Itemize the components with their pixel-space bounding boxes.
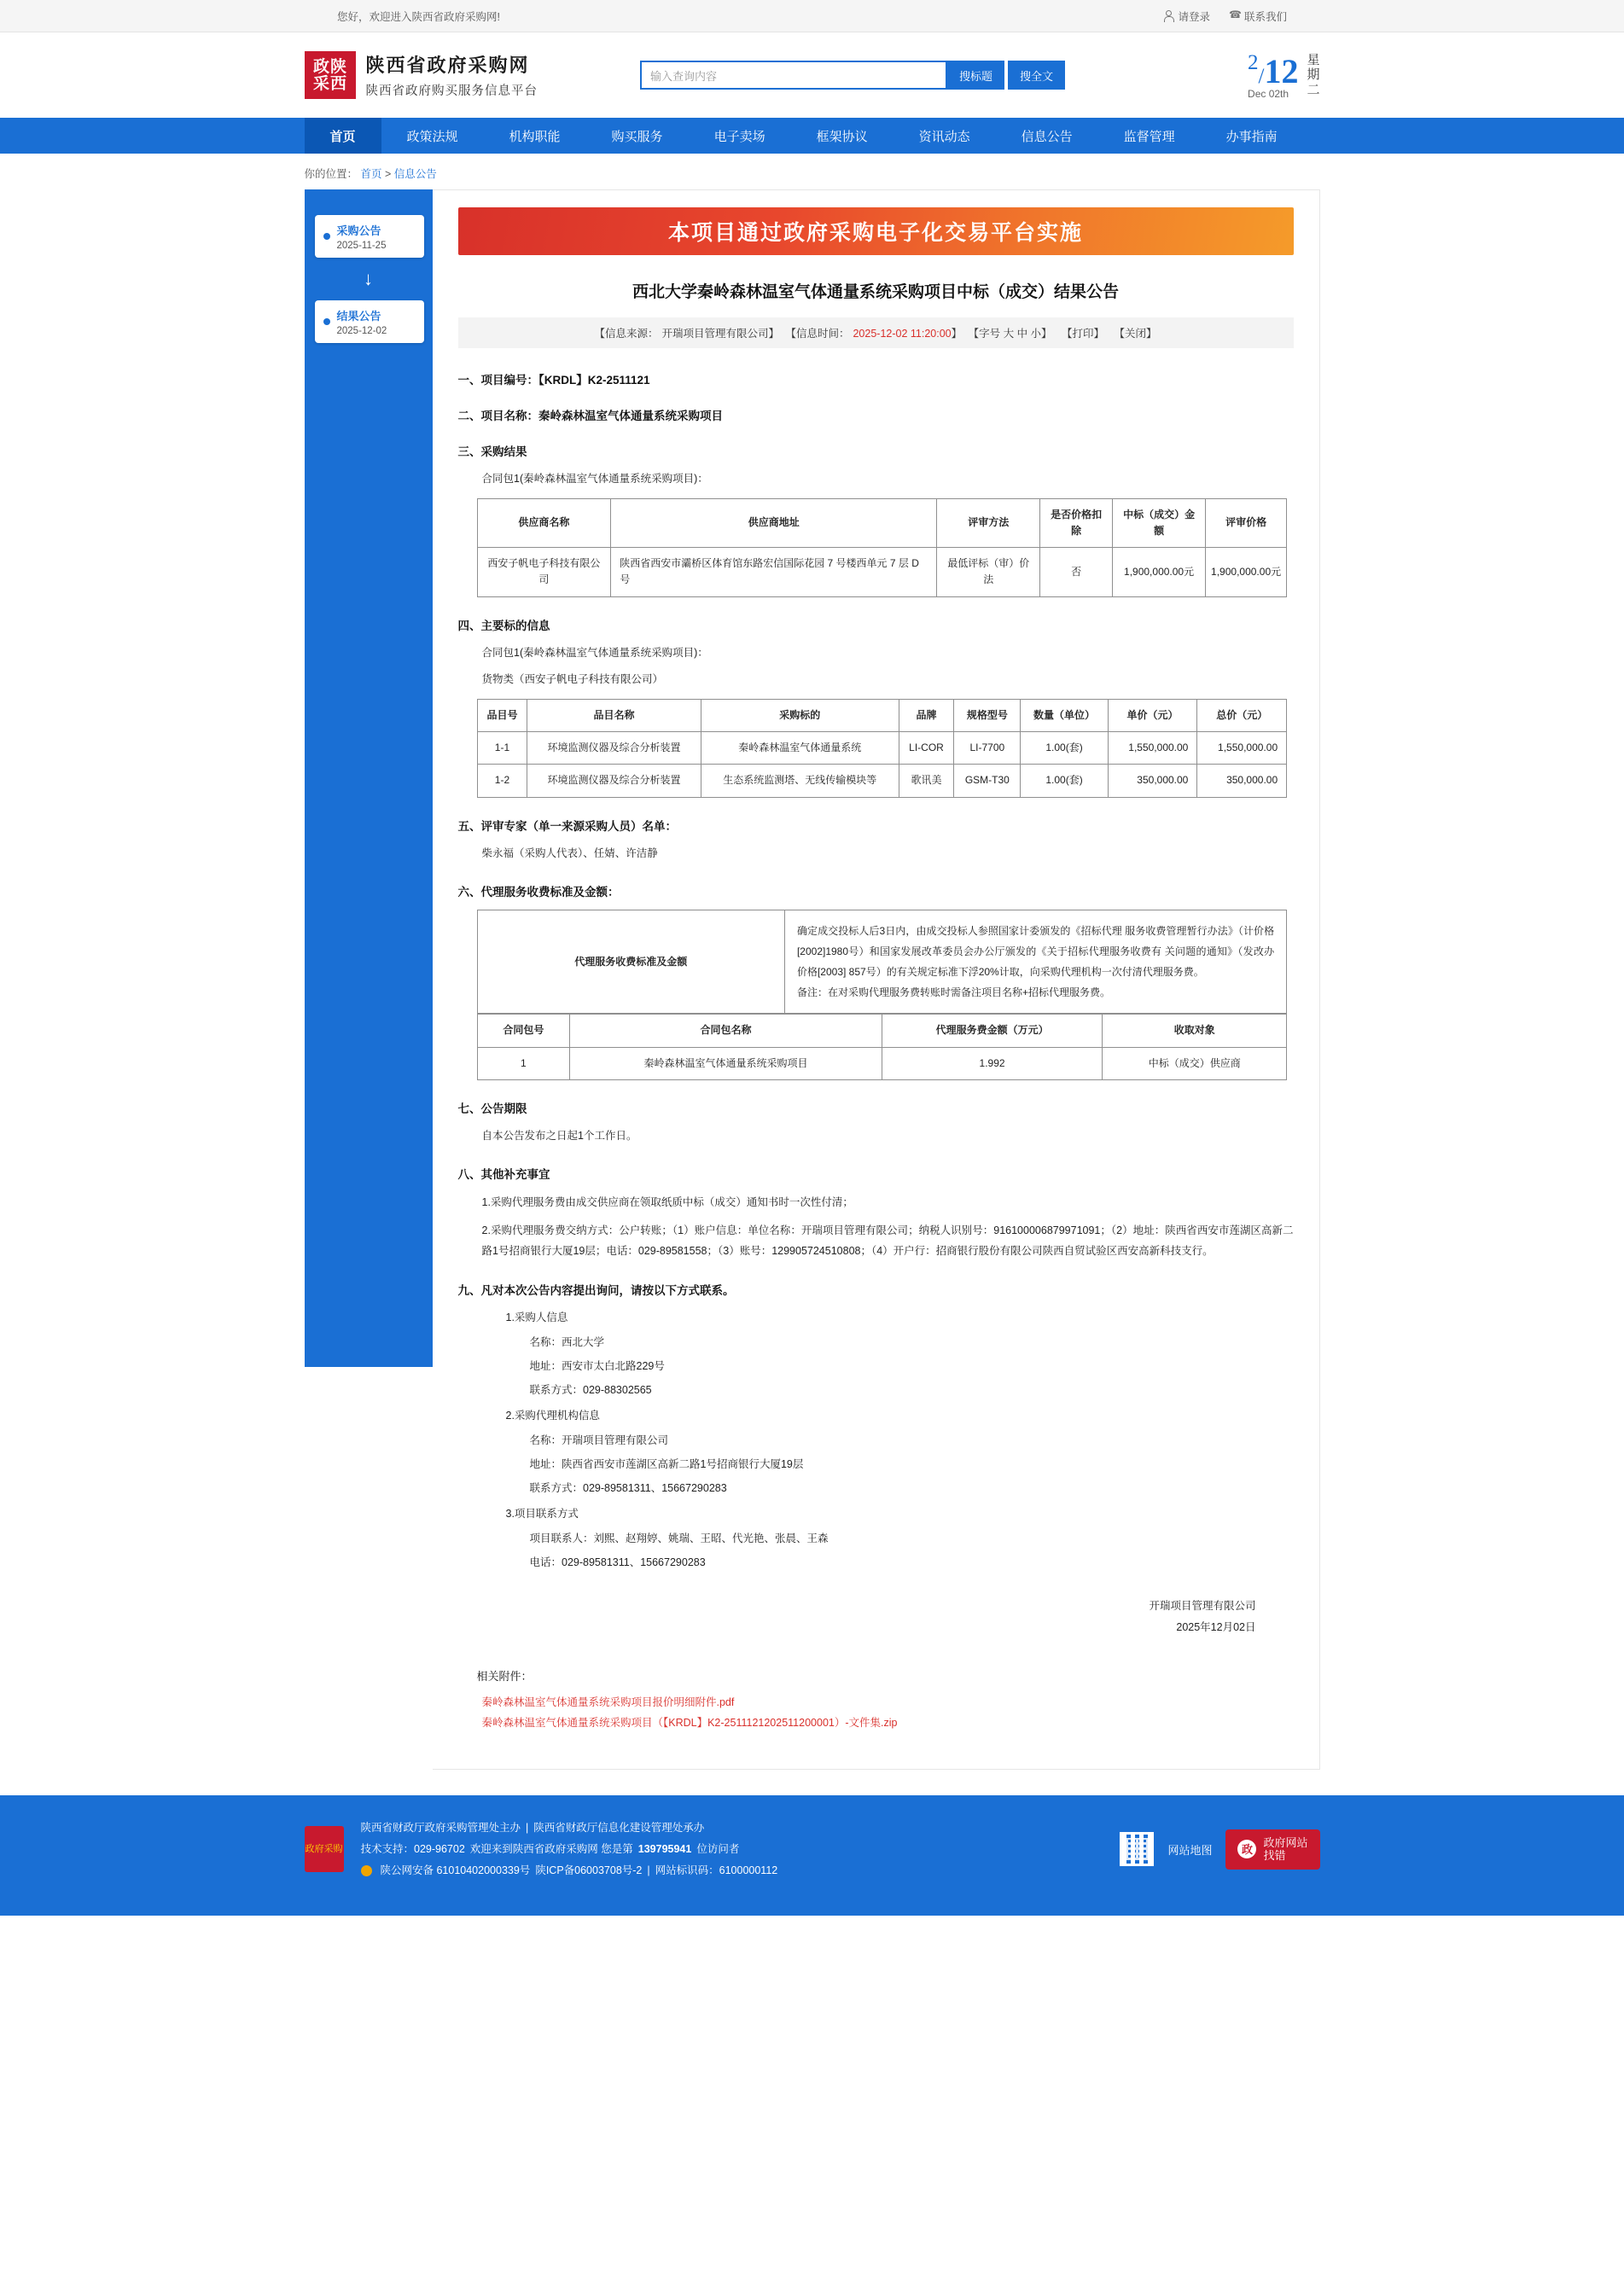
- footer-icp[interactable]: 陕ICP备06003708号-2: [535, 1864, 643, 1876]
- search-input[interactable]: 输入查询内容: [640, 61, 947, 90]
- footer-org-2: 陕西省财政厅信息化建设管理处承办: [533, 1821, 705, 1834]
- contact-label: 联系我们: [1243, 10, 1287, 23]
- items-table: [477, 699, 1288, 798]
- contact-link[interactable]: [1229, 9, 1287, 24]
- site-logo[interactable]: [305, 51, 538, 99]
- meta-time-label: 【信息时间：: [785, 328, 850, 340]
- project-contact-person: 项目联系人：刘熙、赵翔婷、姚瑞、王昭、代光艳、张晨、王森: [529, 1532, 829, 1545]
- sidebar-arrow-icon: ↓: [364, 268, 373, 289]
- meta-source-value: 开瑞项目管理有限公司: [661, 328, 769, 340]
- items-table-header-4: 规格型号: [954, 700, 1021, 732]
- agency-fee-body: [784, 910, 1286, 1014]
- agency-fee-text: 确定成交投标人后3日内，由成交投标人参照国家计委颁发的《招标代理 服务收费管理暂行办法》（计价格[2002]1980号）和国家发展改革委员会办公厅颁发的《关于招标代理服务收费有 关问题的通知》（发改办价格[2003] 857号）的有关规定标准下浮20%计取，向采购代理机构一次付清代理服务费。: [796, 925, 1275, 979]
- date-slash: /: [1258, 64, 1265, 88]
- content-area: [305, 189, 1320, 1795]
- platform-banner: 本项目通过政府采购电子化交易平台实施: [458, 207, 1294, 255]
- table-row: [477, 765, 1287, 797]
- sidebar-item-result-notice[interactable]: [315, 300, 424, 343]
- items-table-cell: LI-7700: [954, 732, 1021, 765]
- agency-fee-table: [477, 1014, 1288, 1079]
- search-area: [640, 61, 1065, 90]
- fee-table-cell: 中标（成交）供应商: [1103, 1047, 1287, 1079]
- sidebar: [305, 189, 433, 1367]
- purchaser-name: 名称：西北大学: [529, 1336, 605, 1349]
- section-7-text: 自本公告发布之日起1个工作日。: [481, 1129, 637, 1142]
- meta-time-end: 】: [951, 328, 963, 340]
- phone-icon: [1229, 10, 1240, 21]
- result-table-cell: 否: [1040, 548, 1113, 596]
- gov-badge-icon: 政: [1237, 1840, 1256, 1858]
- meta-close-button[interactable]: 【关闭】: [1114, 328, 1157, 340]
- agency-contact: 联系方式：029-89581311、15667290283: [529, 1481, 727, 1494]
- nav-item-2[interactable]: 机构职能: [509, 129, 561, 144]
- result-table-cell: 最低评标（审）价法: [937, 548, 1040, 596]
- meta-time-value: 2025-12-02 11:20:00: [853, 328, 952, 340]
- result-table-cell: 1,900,000.00元: [1206, 548, 1287, 596]
- sidebar-item-date: 2025-12-02: [336, 326, 387, 336]
- welcome-text: 您好，欢迎进入陕西省政府采购网!: [337, 10, 500, 23]
- items-table-header-5: 数量（单位）: [1021, 700, 1108, 732]
- agency-fee-box: [477, 910, 1288, 1014]
- agency-info-title: 2.采购代理机构信息: [505, 1409, 600, 1422]
- table-row: [477, 732, 1287, 765]
- meta-source-end: 】: [768, 328, 779, 340]
- site-header: [0, 32, 1624, 118]
- table-row: [477, 548, 1287, 596]
- nav-item-0[interactable]: 首页: [305, 118, 381, 154]
- sidebar-item-title: 采购公告: [336, 224, 381, 237]
- items-table-cell: 1-1: [477, 732, 527, 765]
- section-1-title: 一、项目编号：【KRDL】K2-2511121: [457, 374, 650, 387]
- fee-table-header-3: 收取对象: [1103, 1015, 1287, 1047]
- signoff-block: [458, 1596, 1256, 1638]
- footer-sep-2: |: [647, 1864, 650, 1876]
- items-table-cell: 环境监测仪器及综合分析装置: [527, 765, 701, 797]
- footer-org-1: 陕西省财政厅政府采购管理处主办: [360, 1821, 521, 1834]
- items-table-cell: 1,550,000.00: [1108, 732, 1197, 765]
- footer-visitor-count: 139795941: [637, 1842, 692, 1855]
- search-title-button[interactable]: 搜标题: [947, 61, 1004, 90]
- items-table-cell: 秦岭森林温室气体通量系统: [701, 732, 899, 765]
- date-month: 2: [1248, 50, 1259, 74]
- date-english: Dec 02th: [1248, 87, 1289, 100]
- purchaser-info-title: 1.采购人信息: [505, 1311, 568, 1323]
- search-fulltext-button[interactable]: 搜全文: [1008, 61, 1065, 90]
- result-table-header-5: 评审价格: [1206, 498, 1287, 547]
- result-table-header-2: 评审方法: [937, 498, 1040, 547]
- section-8-title: 八、其他补充事宜: [457, 1168, 550, 1182]
- section-4-title: 四、主要标的信息: [457, 619, 550, 632]
- fee-table-cell: 秦岭森林温室气体通量系统采购项目: [570, 1047, 882, 1079]
- section-5-experts: 柴永福（采购人代表）、任婧、许洁静: [481, 846, 658, 859]
- logo-char-4: 西: [330, 74, 347, 93]
- breadcrumb-prefix: 你的位置：: [304, 168, 358, 180]
- agency-address: 地址：陕西省西安市莲湖区高新二路1号招商银行大厦19层: [529, 1458, 804, 1471]
- items-table-cell: 1.00(套): [1021, 765, 1108, 797]
- footer-site-id: 网站标识码：6100000112: [655, 1864, 778, 1876]
- fee-table-cell: 1.992: [882, 1047, 1103, 1079]
- section-2-title: 二、项目名称：秦岭森林温室气体通量系统采购项目: [457, 410, 723, 422]
- items-table-cell: 1.00(套): [1021, 732, 1108, 765]
- sidebar-item-date: 2025-11-25: [336, 241, 387, 251]
- items-table-header-6: 单价（元）: [1108, 700, 1197, 732]
- logo-char-3: 采: [312, 74, 329, 93]
- items-table-cell: 350,000.00: [1108, 765, 1197, 797]
- section-4-category-line: 货物类（西安子帆电子科技有限公司）: [481, 673, 664, 686]
- result-table-cell: 1,900,000.00元: [1113, 548, 1206, 596]
- result-table-header-1: 供应商地址: [611, 498, 937, 547]
- gov-website-report-badge[interactable]: [1225, 1829, 1319, 1870]
- section-8-para-2: 2.采购代理服务费交纳方式：公户转账；（1）账户信息：单位名称：开瑞项目管理有限公司；纳税人识别号：916100006879971091；（2）地址：陕西省西安市莲湖区高新二路1号招商银行大厦19层；电话：029-89581558；（3）账号：129905724510808；（4）开户行：招商银行股份有限公司陕西自贸试验区西安高新科技支行。: [481, 1224, 1294, 1258]
- attachment-link[interactable]: 秦岭森林温室气体通量系统采购项目（【KRDL】K2-2511121202511200001）-文件集.zip: [481, 1716, 898, 1729]
- fee-table-header-0: 合同包号: [477, 1015, 570, 1047]
- items-table-cell: 350,000.00: [1197, 765, 1287, 797]
- items-table-cell: 歌讯美: [899, 765, 954, 797]
- items-table-header-2: 采购标的: [701, 700, 899, 732]
- login-link[interactable]: [1162, 9, 1210, 24]
- nav-item-4[interactable]: 电子卖场: [713, 129, 765, 144]
- footer-police-record[interactable]: 陕公网安备 61010402000339号: [380, 1864, 531, 1876]
- main-nav: [0, 118, 1624, 154]
- purchaser-address: 地址：西安市太白北路229号: [529, 1360, 665, 1373]
- agency-fee-label: 代理服务收费标准及金额: [477, 910, 784, 1014]
- breadcrumb: [305, 154, 1320, 189]
- footer-sep-1: |: [526, 1821, 529, 1834]
- attachments-title: 相关附件：: [476, 1669, 533, 1683]
- login-label: 请登录: [1178, 10, 1210, 23]
- document-panel: [433, 189, 1320, 1770]
- nav-item-7[interactable]: 信息公告: [1021, 129, 1073, 144]
- footer-visitor-prefix: 欢迎来到陕西省政府采购网 您是第: [469, 1842, 633, 1855]
- footer-emblem-icon: 政府采购: [305, 1826, 344, 1872]
- result-table: [477, 498, 1288, 597]
- items-table-cell: 环境监测仪器及综合分析装置: [527, 732, 701, 765]
- site-footer: [0, 1795, 1624, 1904]
- breadcrumb-current[interactable]: 信息公告: [393, 168, 437, 180]
- top-bar: [0, 0, 1624, 32]
- section-6-title: 六、代理服务收费标准及金额：: [457, 886, 620, 899]
- weekday-char-1: 星: [1307, 53, 1320, 68]
- date-day: 12: [1264, 51, 1299, 90]
- fee-table-cell: 1: [477, 1047, 570, 1079]
- project-contact-phone: 电话：029-89581311、15667290283: [529, 1556, 706, 1569]
- section-7-title: 七、公告期限: [457, 1102, 527, 1115]
- nav-item-3[interactable]: 购买服务: [611, 129, 663, 144]
- fee-table-header-2: 代理服务费金额（万元）: [882, 1015, 1103, 1047]
- nav-item-5[interactable]: 框架协议: [816, 129, 868, 144]
- nav-item-1[interactable]: 政策法规: [406, 129, 458, 144]
- fee-table-header-1: 合同包名称: [570, 1015, 882, 1047]
- items-table-cell: 1-2: [477, 765, 527, 797]
- section-3-package-line: 合同包1(秦岭森林温室气体通量系统采购项目)：: [481, 473, 708, 485]
- section-3-title: 三、采购结果: [457, 445, 527, 458]
- logo-char-1: 政: [312, 57, 329, 76]
- sidebar-item-title: 结果公告: [336, 310, 381, 323]
- date-widget: [1248, 51, 1319, 100]
- qr-code-icon: [1120, 1832, 1154, 1866]
- document-meta-bar: [458, 317, 1294, 348]
- site-subtitle: 陕西省政府购买服务信息平台: [365, 84, 538, 98]
- footer-visitor-suffix: 位访问者: [696, 1842, 740, 1855]
- sitemap-link[interactable]: 网站地图: [1167, 1843, 1213, 1857]
- weekday-char-2: 期: [1307, 67, 1320, 83]
- table-row: [477, 1047, 1287, 1079]
- logo-char-2: 陕: [330, 57, 347, 76]
- topbar-links: [1162, 9, 1287, 24]
- meta-fontsize-control[interactable]: 【字号 大 中 小】: [968, 328, 1052, 340]
- agency-fee-note: 备注：在对采购代理服务费转账时需备注项目名称+招标代理服务费。: [796, 986, 1110, 999]
- section-4-package-line: 合同包1(秦岭森林温室气体通量系统采购项目)：: [481, 646, 708, 659]
- weekday-char-3: 二: [1307, 82, 1320, 97]
- items-table-header-1: 品目名称: [527, 700, 701, 732]
- page-title: 西北大学秦岭森林温室气体通量系统采购项目中标（成交）结果公告: [632, 283, 1119, 301]
- result-table-header-4: 中标（成交）金额: [1113, 498, 1206, 547]
- items-table-header-3: 品牌: [899, 700, 954, 732]
- breadcrumb-sep: >: [385, 168, 392, 180]
- gov-badge-line-1: 政府网站: [1263, 1835, 1308, 1849]
- result-table-header-0: 供应商名称: [477, 498, 611, 547]
- section-9-title: 九、凡对本次公告内容提出询问，请按以下方式联系。: [457, 1283, 735, 1297]
- result-table-cell: 西安子帆电子科技有限公司: [477, 548, 611, 596]
- footer-tail: [0, 1904, 1624, 1916]
- site-title: 陕西省政府采购网: [365, 55, 530, 76]
- items-table-cell: GSM-T30: [954, 765, 1021, 797]
- weekday-label: [1307, 53, 1319, 97]
- signoff-date: 2025年12月02日: [1176, 1620, 1256, 1633]
- nav-item-9[interactable]: 办事指南: [1225, 129, 1278, 144]
- breadcrumb-home[interactable]: 首页: [360, 168, 382, 180]
- section-5-title: 五、评审专家（单一来源采购人员）名单：: [457, 819, 677, 833]
- items-table-header-7: 总价（元）: [1197, 700, 1287, 732]
- agency-name: 名称：开瑞项目管理有限公司: [529, 1434, 669, 1447]
- result-table-cell: 陕西省西安市灞桥区体育馆东路宏信国际花园 7 号楼西单元 7 层 D 号: [611, 548, 937, 596]
- project-contact-title: 3.项目联系方式: [505, 1507, 579, 1520]
- user-icon: [1162, 10, 1173, 21]
- items-table-cell: 生态系统监测塔、无线传输模块等: [701, 765, 899, 797]
- police-badge-icon: [361, 1865, 372, 1876]
- gov-badge-line-2: 找错: [1263, 1849, 1286, 1863]
- meta-print-button[interactable]: 【打印】: [1062, 328, 1105, 340]
- items-table-cell: LI-COR: [899, 732, 954, 765]
- nav-item-8[interactable]: 监督管理: [1123, 129, 1175, 144]
- items-table-header-0: 品目号: [477, 700, 527, 732]
- meta-source-label: 【信息来源：: [594, 328, 659, 340]
- section-8-para-1: 1.采购代理服务费由成交供应商在领取纸质中标（成交）通知书时一次性付清；: [481, 1196, 853, 1209]
- result-table-header-3: 是否价格扣除: [1040, 498, 1113, 547]
- footer-tech-support: 技术支持：029-96702: [360, 1842, 465, 1855]
- purchaser-contact: 联系方式：029-88302565: [529, 1383, 652, 1396]
- sidebar-item-procurement-notice[interactable]: [315, 215, 424, 258]
- nav-item-6[interactable]: 资讯动态: [918, 129, 970, 144]
- signoff-org: 开瑞项目管理有限公司: [1149, 1599, 1256, 1612]
- logo-emblem-icon: [305, 51, 356, 99]
- items-table-cell: 1,550,000.00: [1197, 732, 1287, 765]
- attachment-link[interactable]: 秦岭森林温室气体通量系统采购项目报价明细附件.pdf: [481, 1695, 735, 1708]
